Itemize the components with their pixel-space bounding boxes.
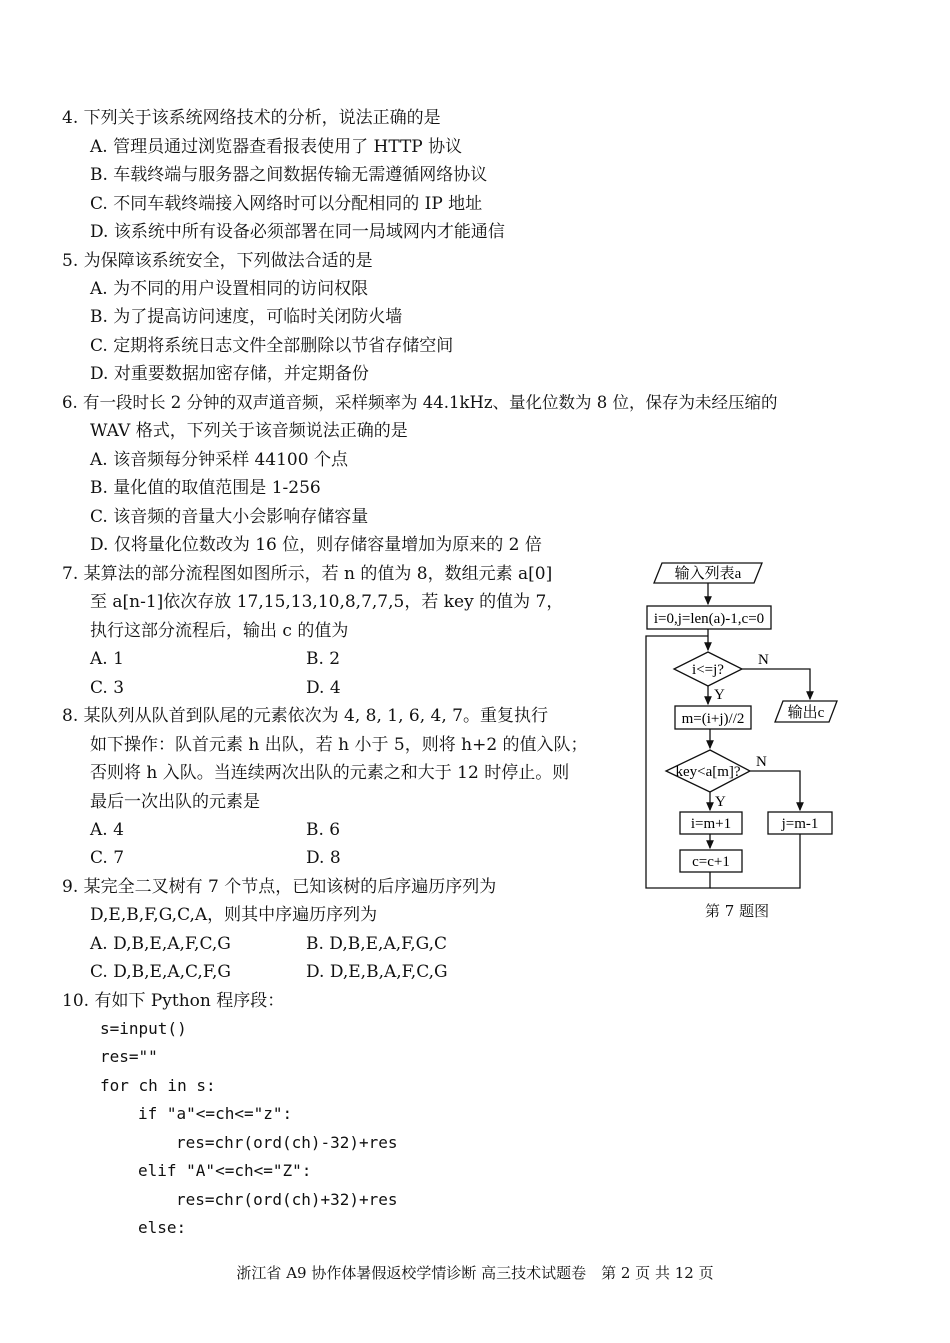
q8-stem-line4: 最后一次出队的元素是 xyxy=(90,792,260,812)
flow-yes-text: i=m+1 xyxy=(690,816,732,832)
q7-option-b: B. 2 xyxy=(306,649,341,669)
q4-option-c: C. 不同车载终端接入网络时可以分配相同的 IP 地址 xyxy=(90,194,483,214)
code-line-8: else: xyxy=(138,1218,187,1237)
flow-count-text: c=c+1 xyxy=(692,854,730,870)
q5-option-b: B. 为了提高访问速度，可临时关闭防火墙 xyxy=(90,307,403,327)
q9-stem-line1: 9. 某完全二叉树有 7 个节点，已知该树的后序遍历序列为 xyxy=(62,877,497,897)
q5-option-a: A. 为不同的用户设置相同的访问权限 xyxy=(90,279,369,299)
q4-option-a: A. 管理员通过浏览器查看报表使用了 HTTP 协议 xyxy=(90,137,463,157)
flowchart-caption: 第 7 题图 xyxy=(705,902,770,920)
q9-stem-line2: D,E,B,F,G,C,A，则其中序遍历序列为 xyxy=(90,905,378,925)
q8-stem-line1: 8. 某队列从队首到队尾的元素依次为 4, 8, 1, 6, 4, 7。重复执行 xyxy=(62,706,548,726)
q8-option-a: A. 4 xyxy=(90,820,124,840)
q7-option-c: C. 3 xyxy=(90,678,125,698)
q6-option-a: A. 该音频每分钟采样 44100 个点 xyxy=(90,450,348,470)
q9-option-b: B. D,B,E,A,F,G,C xyxy=(306,934,448,954)
flow-cond1-no-label: N xyxy=(758,652,769,668)
code-line-5: res=chr(ord(ch)-32)+res xyxy=(176,1133,398,1152)
code-line-1: s=input() xyxy=(100,1019,187,1038)
q9-option-c: C. D,B,E,A,C,F,G xyxy=(90,962,231,982)
code-line-6: elif "A"<=ch<="Z": xyxy=(138,1161,312,1180)
q5-option-c: C. 定期将系统日志文件全部删除以节省存储空间 xyxy=(90,336,454,356)
flow-init-text: i=0,j=len(a)-1,c=0 xyxy=(653,611,765,627)
q7-stem-line2: 至 a[n-1]依次存放 17,15,13,10,8,7,7,5，若 key 的值为 7， xyxy=(90,592,564,612)
q8-stem-line3: 否则将 h 入队。当连续两次出队的元素之和大于 12 时停止。则 xyxy=(90,763,570,783)
q6-option-d: D. 仅将量化位数改为 16 位，则存储容量增加为原来的 2 倍 xyxy=(90,535,542,555)
q9-option-a: A. D,B,E,A,F,C,G xyxy=(90,934,231,954)
q8-option-b: B. 6 xyxy=(306,820,341,840)
q8-option-c: C. 7 xyxy=(90,848,125,868)
q9-option-d: D. D,E,B,A,F,C,G xyxy=(306,962,448,982)
q6-stem-line1: 6. 有一段时长 2 分钟的双声道音频，采样频率为 44.1kHz、量化位数为 8 位，保存为未经压缩的 xyxy=(62,393,778,412)
flow-cond2-text: key<a[m]? xyxy=(675,764,741,780)
page-footer: 浙江省 A9 协作体暑假返校学情诊断 高三技术试题卷 第 2 页 共 12 页 xyxy=(236,1264,714,1282)
q5-option-d: D. 对重要数据加密存储，并定期备份 xyxy=(90,364,369,384)
code-line-7: res=chr(ord(ch)+32)+res xyxy=(176,1190,398,1209)
q6-option-b: B. 量化值的取值范围是 1-256 xyxy=(90,478,321,498)
q8-stem-line2: 如下操作：队首元素 h 出队，若 h 小于 5，则将 h+2 的值入队； xyxy=(90,735,588,755)
flow-cond2-yes-label: Y xyxy=(715,794,726,810)
code-line-4: if "a"<=ch<="z": xyxy=(138,1104,293,1123)
q4-option-d: D. 该系统中所有设备必须部署在同一局域网内才能通信 xyxy=(90,222,505,242)
q7-option-a: A. 1 xyxy=(90,649,124,669)
flow-output-text: 输出c xyxy=(787,705,825,721)
q10-stem: 10. 有如下 Python 程序段： xyxy=(62,991,285,1011)
flow-input-text: 输入列表a xyxy=(674,566,742,582)
flowchart xyxy=(638,556,838,896)
q7-option-d: D. 4 xyxy=(306,678,341,698)
q6-option-c: C. 该音频的音量大小会影响存储容量 xyxy=(90,507,369,527)
q5-stem: 5. 为保障该系统安全，下列做法合适的是 xyxy=(62,251,373,271)
q7-stem-line1: 7. 某算法的部分流程图如图所示，若 n 的值为 8，数组元素 a[0] xyxy=(62,564,553,584)
flow-cond2-no-label: N xyxy=(756,754,767,770)
q4-stem: 4. 下列关于该系统网络技术的分析，说法正确的是 xyxy=(62,108,441,128)
flow-no-text: j=m-1 xyxy=(781,816,819,832)
flow-cond1-yes-label: Y xyxy=(714,687,725,703)
q6-stem-line2: WAV 格式，下列关于该音频说法正确的是 xyxy=(90,421,408,441)
q8-option-d: D. 8 xyxy=(306,848,341,868)
q4-option-b: B. 车载终端与服务器之间数据传输无需遵循网络协议 xyxy=(90,165,488,185)
q7-stem-line3: 执行这部分流程后，输出 c 的值为 xyxy=(90,621,349,641)
code-line-2: res="" xyxy=(100,1047,158,1066)
flow-cond1-text: i<=j? xyxy=(692,662,724,678)
flow-mid-text: m=(i+j)//2 xyxy=(681,711,745,727)
code-line-3: for ch in s: xyxy=(100,1076,216,1095)
